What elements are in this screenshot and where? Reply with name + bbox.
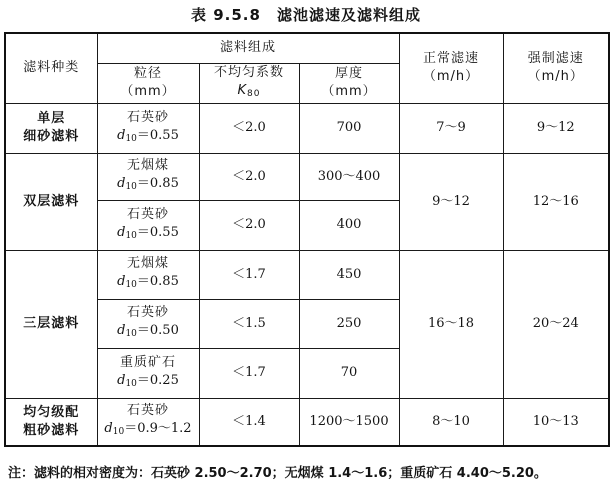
grain-size-cell: 石英砂 $d_{10}=0.50$ bbox=[97, 299, 199, 348]
table-number: 表 9.5.8 bbox=[191, 6, 261, 24]
header-uniformity-symbol: $K_{80}$ bbox=[237, 82, 261, 99]
header-forced-rate bbox=[503, 33, 609, 103]
header-grain-size-label: 粒径 bbox=[133, 66, 162, 81]
header-normal-rate-label: 正常滤速 bbox=[423, 51, 480, 67]
grain-size-cell: 重质矿石 $d_{10}=0.25$ bbox=[97, 348, 199, 398]
thickness-cell: 400 bbox=[299, 200, 399, 250]
grain-size-cell: 石英砂 $d_{10}=0.55$ bbox=[97, 103, 199, 153]
uniformity-cell: ＜1.5 bbox=[199, 299, 299, 348]
uniformity-cell: ＜2.0 bbox=[199, 153, 299, 200]
normal-rate-cell: 7～9 bbox=[399, 103, 503, 153]
header-uniformity bbox=[199, 63, 299, 103]
thickness-cell: 250 bbox=[299, 299, 399, 348]
uniformity-cell: ＜2.0 bbox=[199, 200, 299, 250]
table-row bbox=[5, 398, 609, 446]
header-thickness-label: 厚度 bbox=[335, 66, 364, 81]
uniformity-cell: ＜1.4 bbox=[199, 398, 299, 446]
header-row bbox=[5, 33, 609, 63]
thickness-cell: 1200～1500 bbox=[299, 398, 399, 446]
forced-rate-cell: 10～13 bbox=[503, 398, 609, 446]
header-normal-rate-unit: （m/h） bbox=[422, 69, 480, 85]
header-forced-rate-unit: （m/h） bbox=[527, 69, 584, 85]
grain-size-cell: 无烟煤 $d_{10}=0.85$ bbox=[97, 250, 199, 299]
thickness-cell: 450 bbox=[299, 250, 399, 299]
media-type-triple: 三层滤料 bbox=[5, 250, 97, 398]
uniformity-cell: ＜2.0 bbox=[199, 103, 299, 153]
media-type-dual: 双层滤料 bbox=[5, 153, 97, 250]
thickness-cell: 70 bbox=[299, 348, 399, 398]
media-type-single: 单层 细砂滤料 bbox=[5, 103, 97, 153]
header-uniformity-label: 不均匀系数 bbox=[213, 64, 284, 80]
table-row bbox=[5, 250, 609, 299]
forced-rate-cell: 12～16 bbox=[503, 153, 609, 250]
table-row bbox=[5, 103, 609, 153]
table-footnote: 注：滤料的相对密度为：石英砂 2.50～2.70；无烟煤 1.4～1.6；重质矿石 4.40～5.20。 bbox=[8, 466, 547, 481]
header-composition: 滤料组成 bbox=[97, 33, 399, 63]
table-row bbox=[5, 153, 609, 200]
normal-rate-cell: 16～18 bbox=[399, 250, 503, 398]
header-thickness-unit: （mm） bbox=[321, 84, 377, 99]
grain-size-cell: 石英砂 $d_{10}=0.55$ bbox=[97, 200, 199, 250]
header-grain-size-unit: （mm） bbox=[120, 84, 176, 99]
header-thickness bbox=[299, 63, 399, 103]
header-normal-rate bbox=[399, 33, 503, 103]
normal-rate-cell: 8～10 bbox=[399, 398, 503, 446]
normal-rate-cell: 9～12 bbox=[399, 153, 503, 250]
uniformity-cell: ＜1.7 bbox=[199, 348, 299, 398]
media-type-uniform: 均匀级配 粗砂滤料 bbox=[5, 398, 97, 446]
forced-rate-cell: 9～12 bbox=[503, 103, 609, 153]
header-grain-size bbox=[97, 63, 199, 103]
header-media-type: 滤料种类 bbox=[5, 33, 97, 103]
grain-size-cell: 无烟煤 $d_{10}=0.85$ bbox=[97, 153, 199, 200]
table-title bbox=[0, 4, 612, 25]
thickness-cell: 700 bbox=[299, 103, 399, 153]
filter-media-table bbox=[4, 32, 610, 447]
grain-size-cell: 石英砂 $d_{10}=0.9\sim 1.2$ bbox=[97, 398, 199, 446]
header-forced-rate-label: 强制滤速 bbox=[527, 51, 584, 67]
uniformity-cell: ＜1.7 bbox=[199, 250, 299, 299]
thickness-cell: 300～400 bbox=[299, 153, 399, 200]
table-title-text: 滤池滤速及滤料组成 bbox=[276, 6, 421, 24]
forced-rate-cell: 20～24 bbox=[503, 250, 609, 398]
